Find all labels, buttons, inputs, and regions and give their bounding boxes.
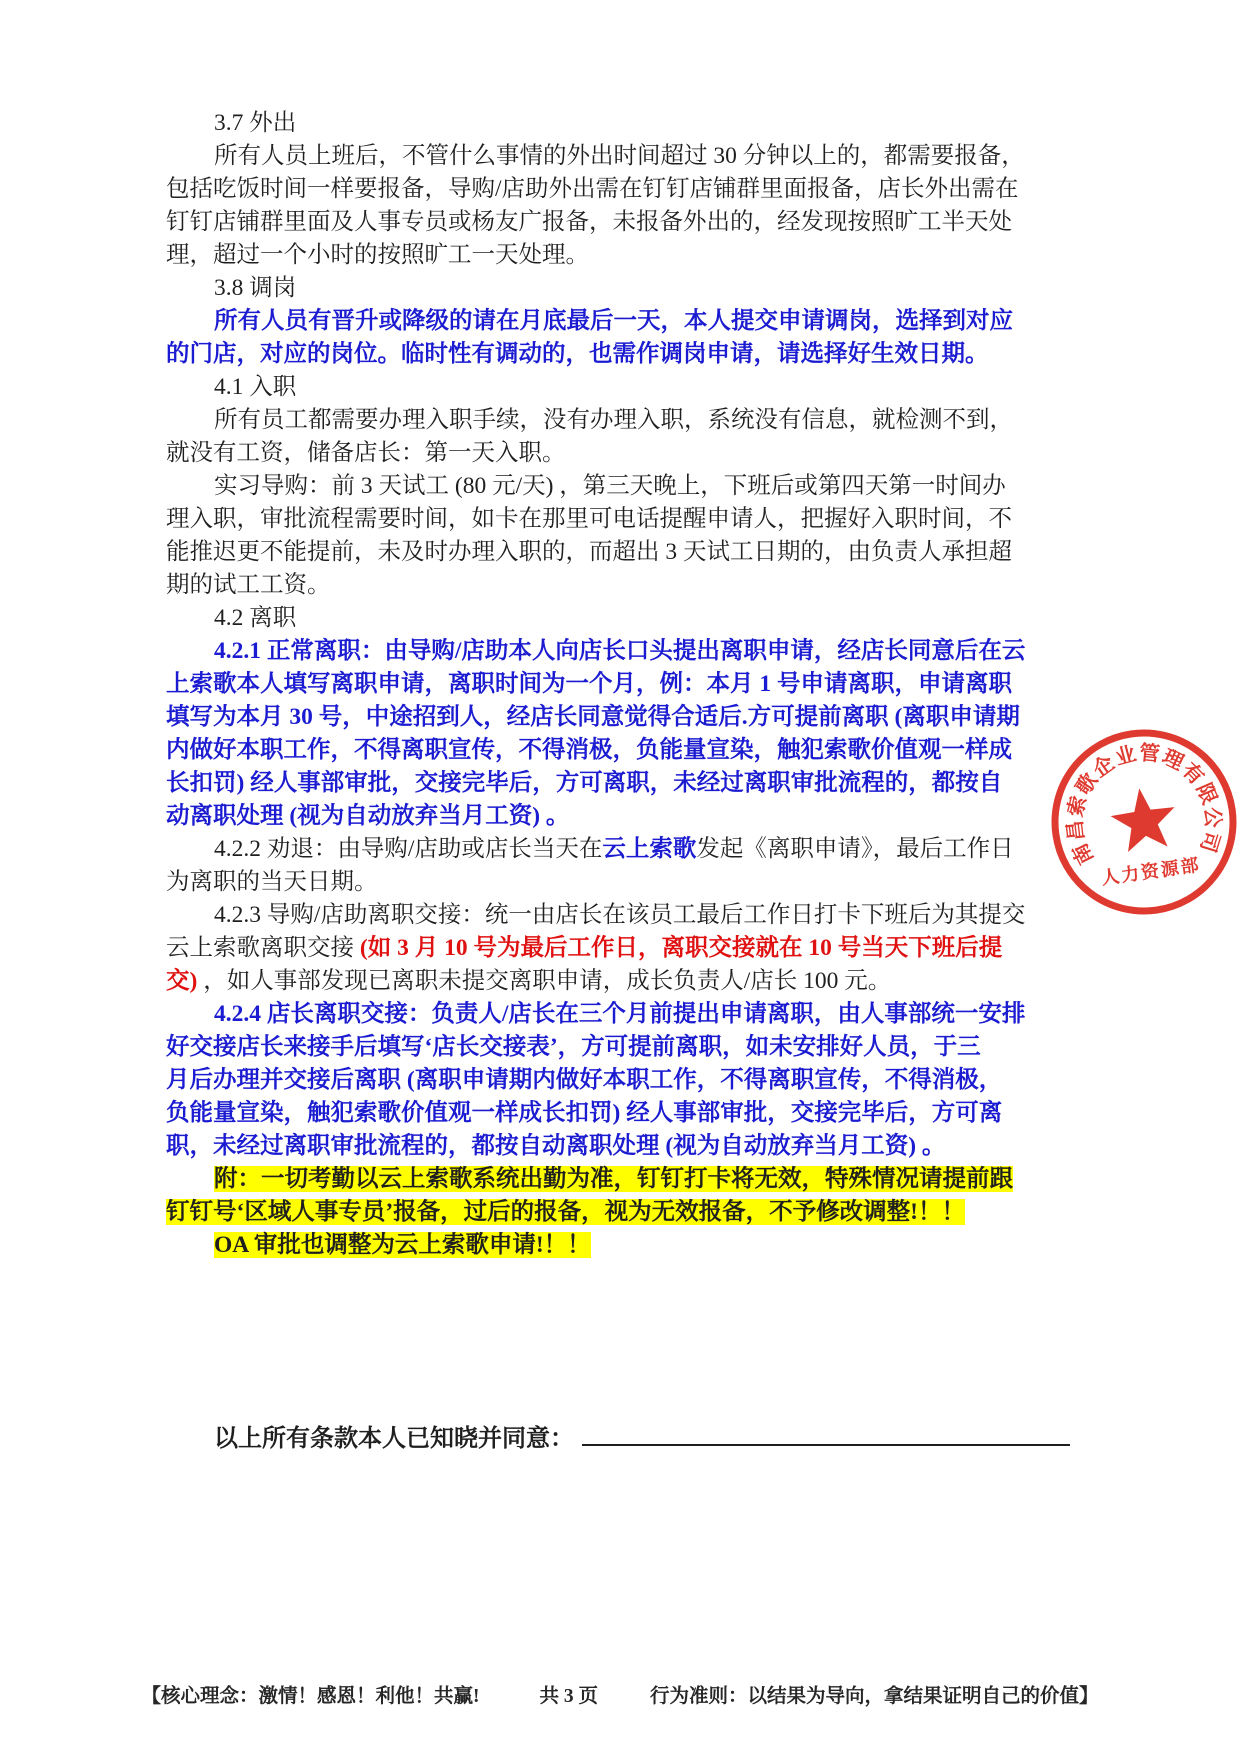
text-segment: 所有人员有晋升或降级的请在月底最后一天，本人提交申请调岗，选择到对应 bbox=[214, 308, 1013, 334]
text-segment: 发起《离职申请》，最后工作日 bbox=[696, 836, 1014, 862]
doc-line bbox=[166, 1064, 1081, 1097]
doc-line bbox=[166, 668, 1081, 701]
doc-line bbox=[166, 173, 1081, 206]
text-segment: 长扣罚) 经人事部审批，交接完毕后，方可离职，未经过离职审批流程的，都按自 bbox=[166, 770, 1003, 796]
text-segment: 内做好本职工作，不得离职宣传，不得消极，负能量宣染，触犯索歌价值观一样成 bbox=[166, 737, 1012, 763]
doc-line bbox=[166, 140, 1081, 173]
text-segment: 3.7 外出 bbox=[214, 110, 297, 136]
doc-line bbox=[166, 371, 1081, 404]
signature-label: 以上所有条款本人已知晓并同意： bbox=[214, 1426, 574, 1452]
text-segment: 云上索歌 bbox=[602, 836, 697, 862]
doc-line bbox=[166, 1196, 1081, 1229]
doc-line bbox=[166, 1163, 1081, 1196]
footer-page-count: 共 3 页 bbox=[539, 1686, 598, 1707]
text-segment: 云上索歌离职交接 bbox=[166, 935, 360, 961]
doc-line bbox=[166, 536, 1081, 569]
text-segment: 的门店，对应的岗位。临时性有调动的，也需作调岗申请，请选择好生效日期。 bbox=[166, 341, 989, 367]
text-segment: 能推迟更不能提前，未及时办理入职的，而超出 3 天试工日期的，由负责人承担超 bbox=[166, 539, 1012, 565]
stamp-company-text: 南昌索歌企业管理有限公司 bbox=[1064, 742, 1224, 868]
text-segment: 所有员工都需要办理入职手续，没有办理入职，系统没有信息，就检测不到， bbox=[214, 407, 1013, 433]
doc-line bbox=[166, 767, 1081, 800]
text-segment: 钉钉店铺群里面及人事专员或杨友广报备，未报备外出的，经发现按照旷工半天处 bbox=[166, 209, 1012, 235]
signature-row bbox=[214, 1418, 1070, 1453]
text-segment: 上索歌本人填写离职申请，离职时间为一个月，例：本月 1 号申请离职，申请离职 bbox=[166, 671, 1012, 697]
text-segment: 4.2.4 店长离职交接：负责人/店长在三个月前提出申请离职，由人事部统一安排 bbox=[214, 1001, 1026, 1027]
text-segment: 为离职的当天日期。 bbox=[166, 869, 378, 895]
page-footer bbox=[0, 1680, 1240, 1708]
text-segment: 包括吃饭时间一样要报备，导购/店助外出需在钉钉店铺群里面报备，店长外出需在 bbox=[166, 176, 1019, 202]
text-segment: 好交接店长来接手后填写‘店长交接表’，方可提前离职，如未安排好人员，于三 bbox=[166, 1034, 981, 1060]
doc-line bbox=[166, 305, 1081, 338]
doc-line bbox=[166, 932, 1081, 965]
doc-line bbox=[166, 107, 1081, 140]
text-segment: ，如人事部发现已离职未提交离职申请，成长负责人/店长 100 元。 bbox=[203, 968, 892, 994]
doc-line bbox=[166, 470, 1081, 503]
text-segment: 负能量宣染，触犯索歌价值观一样成长扣罚) 经人事部审批，交接完毕后，方可离 bbox=[166, 1100, 1003, 1126]
text-segment: OA 审批也调整为云上索歌申请!！！ bbox=[214, 1232, 591, 1258]
text-segment: 就没有工资，储备店长：第一天入职。 bbox=[166, 440, 566, 466]
text-segment: 交) bbox=[166, 968, 204, 994]
company-stamp bbox=[1048, 726, 1240, 918]
text-segment: 填写为本月 30 号，中途招到人，经店长同意觉得合适后.方可提前离职 (离职申请期 bbox=[166, 704, 1020, 730]
text-segment: 理，超过一个小时的按照旷工一天处理。 bbox=[166, 242, 589, 268]
text-segment: 理入职，审批流程需要时间，如卡在那里可电话提醒申请人，把握好入职时间，不 bbox=[166, 506, 1012, 532]
doc-line bbox=[166, 800, 1081, 833]
text-segment: 4.2.1 正常离职：由导购/店助本人向店长口头提出离职申请，经店长同意后在云 bbox=[214, 638, 1026, 664]
text-segment: 实习导购：前 3 天试工 (80 元/天) ，第三天晚上，下班后或第四天第一时间办 bbox=[214, 473, 1006, 499]
text-segment: 4.2.3 导购/店助离职交接：统一由店长在该员工最后工作日打卡下班后为其提交 bbox=[214, 902, 1026, 928]
doc-line bbox=[166, 899, 1081, 932]
doc-line bbox=[166, 1097, 1081, 1130]
text-segment: 期的试工工资。 bbox=[166, 572, 331, 598]
doc-line bbox=[166, 206, 1081, 239]
text-segment: 月后办理并交接后离职 (离职申请期内做好本职工作，不得离职宣传，不得消极， bbox=[166, 1067, 1003, 1093]
doc-line bbox=[166, 998, 1081, 1031]
text-segment: 钉钉号‘区域人事专员’报备，过后的报备，视为无效报备，不予修改调整!！！ bbox=[166, 1199, 965, 1225]
doc-line bbox=[166, 1229, 1081, 1262]
signature-line[interactable] bbox=[582, 1424, 1070, 1446]
doc-line bbox=[166, 833, 1081, 866]
doc-line bbox=[166, 1130, 1081, 1163]
doc-line bbox=[166, 635, 1081, 668]
footer-conduct: 行为准则：以结果为导向，拿结果证明自己的价值】 bbox=[650, 1686, 1099, 1707]
doc-line bbox=[166, 866, 1081, 899]
text-segment: 4.2 离职 bbox=[214, 605, 297, 631]
doc-line bbox=[166, 734, 1081, 767]
text-segment: 3.8 调岗 bbox=[214, 275, 297, 301]
doc-line bbox=[166, 239, 1081, 272]
doc-line bbox=[166, 701, 1081, 734]
text-segment: (如 3 月 10 号为最后工作日，离职交接就在 10 号当天下班后提 bbox=[359, 935, 1003, 961]
stamp-graphic bbox=[1048, 726, 1240, 918]
stamp-star-icon bbox=[1107, 784, 1180, 854]
text-segment: 职，未经过离职审批流程的，都按自动离职处理 (视为自动放弃当月工资) 。 bbox=[166, 1133, 946, 1159]
text-segment: 附：一切考勤以云上索歌系统出勤为准，钉钉打卡将无效，特殊情况请提前跟 bbox=[214, 1166, 1013, 1192]
text-segment: 4.2.2 劝退：由导购/店助或店长当天在 bbox=[214, 836, 603, 862]
doc-line bbox=[166, 437, 1081, 470]
doc-line bbox=[166, 404, 1081, 437]
footer-core-values: 【核心理念：激情！感恩！利他！共赢! bbox=[141, 1686, 480, 1707]
text-segment: 动离职处理 (视为自动放弃当月工资) 。 bbox=[166, 803, 570, 829]
doc-line bbox=[166, 965, 1081, 998]
doc-line bbox=[166, 602, 1081, 635]
document-body bbox=[166, 107, 1081, 1262]
doc-line bbox=[166, 272, 1081, 305]
text-segment: 4.1 入职 bbox=[214, 374, 297, 400]
text-segment: 所有人员上班后，不管什么事情的外出时间超过 30 分钟以上的，都需要报备， bbox=[214, 143, 1025, 169]
doc-line bbox=[166, 1031, 1081, 1064]
doc-line bbox=[166, 503, 1081, 536]
doc-line bbox=[166, 338, 1081, 371]
doc-line bbox=[166, 569, 1081, 602]
stamp-department-text: 人力资源部 bbox=[1100, 854, 1202, 889]
